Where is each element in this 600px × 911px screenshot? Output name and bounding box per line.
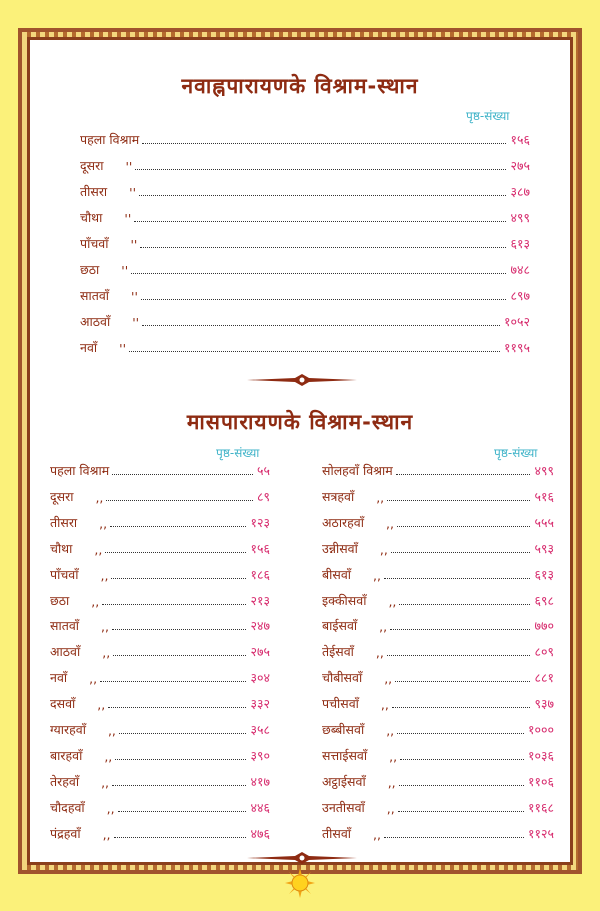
index-row	[322, 822, 554, 842]
dot-leader	[387, 655, 531, 656]
dot-leader	[399, 785, 524, 786]
index-row	[322, 485, 554, 505]
row-label: आठवाँ	[50, 644, 81, 660]
page-number: ८९७	[510, 288, 530, 303]
page-number: ९३७	[534, 696, 554, 712]
index-row	[80, 336, 530, 356]
index-row	[322, 770, 554, 790]
index-row	[50, 589, 270, 609]
dot-leader	[398, 811, 524, 812]
row-label: पाँचवाँ	[50, 566, 79, 582]
dot-leader	[129, 351, 500, 352]
index-row	[322, 640, 554, 660]
page-number: ८८१	[534, 670, 554, 686]
page-number: ३८७	[510, 184, 530, 199]
row-label: तीसरा	[80, 184, 108, 199]
page-number: ३९०	[250, 747, 270, 763]
row-label: चौदहवाँ	[50, 799, 85, 815]
page-number: २४७	[250, 618, 270, 634]
row-label: पाँचवाँ	[80, 236, 109, 251]
row-label: बीसवाँ	[322, 566, 352, 582]
index-row	[322, 563, 554, 583]
row-label: दूसरा	[80, 158, 104, 173]
ditto-mark: ,,	[102, 645, 111, 661]
divider-ornament-icon	[247, 373, 357, 387]
ditto-mark: ''	[131, 289, 138, 304]
index-row	[50, 822, 270, 842]
ditto-mark: ,,	[384, 671, 393, 687]
row-label: छठा	[50, 592, 70, 608]
row-label: तेईसवाँ	[322, 644, 354, 660]
row-label: बाईसवाँ	[322, 618, 358, 634]
dot-leader	[105, 552, 246, 553]
dot-leader	[396, 474, 531, 475]
page-number: ३३२	[250, 696, 270, 712]
ditto-mark: ,,	[373, 826, 381, 842]
row-label: पचीसवाँ	[322, 696, 359, 712]
dot-leader	[102, 604, 246, 605]
page-number: २१३	[250, 592, 270, 608]
ditto-mark: ''	[129, 185, 137, 200]
dot-leader	[397, 526, 531, 527]
index-row	[50, 563, 270, 583]
sun-ornament-icon	[285, 868, 315, 898]
row-label: आठवाँ	[80, 314, 111, 329]
dot-leader	[384, 837, 524, 838]
navah-page-number-header: पृष्ठ-संख्या	[466, 109, 510, 123]
page-number: ८०९	[534, 644, 554, 660]
dot-leader	[395, 681, 530, 682]
page-number: ७४८	[510, 262, 530, 277]
row-label: पहला विश्राम	[50, 463, 110, 478]
dot-leader	[400, 759, 524, 760]
page-number: ३०४	[250, 670, 270, 686]
index-row	[322, 796, 554, 816]
index-row	[50, 614, 270, 634]
dot-leader	[142, 325, 500, 326]
ditto-mark: ,,	[97, 697, 106, 713]
row-label: इक्कीसवाँ	[322, 592, 367, 608]
index-row	[80, 180, 530, 200]
page-number: ७७०	[534, 618, 554, 634]
index-row	[322, 666, 554, 686]
page-number: १८६	[250, 566, 270, 582]
ditto-mark: ,,	[388, 593, 397, 609]
index-row	[80, 154, 530, 174]
dot-leader	[112, 629, 247, 630]
page-number: ८९	[256, 488, 270, 504]
index-row	[80, 284, 530, 304]
page-number: ११९५	[503, 340, 530, 355]
page-number: ४४६	[250, 799, 270, 815]
dot-leader	[390, 629, 530, 630]
index-row	[80, 206, 530, 226]
row-label: छठा	[80, 262, 100, 277]
ditto-mark: ,,	[386, 515, 394, 531]
row-label: दूसरा	[50, 488, 74, 504]
dot-leader	[118, 811, 247, 812]
ditto-mark: ,,	[380, 697, 389, 713]
dot-leader	[384, 578, 531, 579]
page-number: ४९९	[510, 210, 530, 225]
row-label: सातवाँ	[50, 618, 80, 634]
ditto-mark: ,,	[379, 619, 388, 635]
dot-leader	[135, 169, 506, 170]
row-label: छब्बीसवाँ	[322, 722, 365, 737]
ditto-mark: ,,	[102, 826, 111, 842]
row-label: तीसरा	[50, 514, 78, 530]
page-number: १०००	[527, 722, 554, 737]
maas-section-title: मासपारायणके विश्राम-स्थान	[186, 410, 414, 434]
ditto-mark: ,,	[387, 774, 396, 790]
index-row	[322, 459, 554, 479]
page-number: २७५	[250, 644, 270, 660]
ditto-mark: ''	[130, 237, 138, 252]
ditto-mark: ,,	[91, 593, 100, 609]
ditto-mark: ,,	[386, 800, 395, 816]
dot-leader	[391, 552, 531, 553]
ditto-mark: ,,	[373, 567, 381, 583]
dot-leader	[113, 655, 246, 656]
maas-left-page-number-header: पृष्ठ-संख्या	[216, 446, 260, 460]
page-number: १५६	[510, 132, 530, 147]
index-row	[322, 589, 554, 609]
dot-leader	[140, 247, 506, 248]
index-row	[322, 511, 554, 531]
row-label: नवाँ	[50, 670, 68, 686]
dot-leader	[387, 500, 530, 501]
dot-leader	[119, 733, 247, 734]
dot-leader	[141, 299, 507, 300]
page-number: ५५	[256, 463, 270, 478]
row-label: चौथा	[80, 210, 103, 225]
page-number: ६१३	[510, 236, 530, 251]
index-row	[50, 459, 270, 479]
dot-leader	[108, 707, 246, 708]
ditto-mark: ,,	[376, 489, 385, 505]
index-row	[50, 770, 270, 790]
row-label: उन्नीसवाँ	[322, 540, 358, 556]
row-label: सत्ताईसवाँ	[322, 747, 368, 763]
dot-leader	[112, 785, 246, 786]
dot-leader	[100, 681, 246, 682]
dot-leader	[142, 143, 506, 144]
index-row	[50, 537, 270, 557]
ditto-mark: ,,	[101, 619, 109, 635]
row-label: तीसवाँ	[322, 825, 352, 841]
page-number: ११६८	[527, 799, 554, 815]
ditto-mark: ,,	[99, 515, 108, 531]
page-number: ६१३	[534, 566, 554, 582]
row-label: चौबीसवाँ	[322, 670, 363, 686]
ditto-mark: ''	[124, 211, 132, 226]
index-row	[50, 796, 270, 816]
ditto-mark: ,,	[94, 541, 103, 557]
row-label: ग्यारहवाँ	[50, 722, 86, 737]
page-content	[30, 40, 570, 862]
index-row	[80, 310, 530, 330]
ditto-mark: ''	[119, 341, 127, 356]
dot-leader	[139, 195, 506, 196]
ditto-mark: ''	[121, 263, 129, 278]
page-number: २७५	[510, 158, 530, 173]
page-number: १०३६	[527, 747, 554, 763]
page-number: ४७६	[250, 825, 270, 841]
row-label: सत्रहवाँ	[322, 488, 355, 504]
ditto-mark: ''	[125, 159, 133, 174]
dot-leader	[115, 759, 246, 760]
row-label: तेरहवाँ	[50, 773, 80, 789]
page-border	[18, 28, 582, 874]
row-label: अट्ठाईसवाँ	[322, 773, 366, 789]
row-label: सातवाँ	[80, 288, 110, 303]
page-number: ५५५	[534, 514, 554, 530]
dot-leader	[106, 500, 253, 501]
row-label: सोलहवाँ विश्राम	[322, 463, 393, 478]
ditto-mark: ,,	[89, 671, 98, 687]
ditto-mark: ,,	[106, 800, 115, 816]
page-number: १०५२	[503, 314, 530, 329]
row-label: पंद्रहवाँ	[50, 825, 81, 841]
page-number: ४१७	[250, 773, 270, 789]
page-number: ५१६	[534, 488, 554, 504]
dot-leader	[114, 837, 247, 838]
index-row	[50, 718, 270, 738]
index-row	[322, 614, 554, 634]
dot-leader	[111, 578, 246, 579]
index-row	[50, 485, 270, 505]
navah-section-title: नवाह्नपारायणके विश्राम-स्थान	[181, 74, 419, 98]
ditto-mark: ,,	[107, 723, 116, 738]
dot-leader	[392, 707, 531, 708]
index-row	[50, 666, 270, 686]
row-label: दसवाँ	[50, 696, 76, 712]
ditto-mark: ,,	[104, 748, 113, 764]
page-number: ११०६	[527, 773, 554, 789]
page-number: १५६	[250, 540, 270, 556]
dot-leader	[134, 221, 506, 222]
index-row	[80, 232, 530, 252]
index-row	[322, 537, 554, 557]
page-number: ११२५	[527, 825, 554, 841]
page-number: ४९९	[534, 463, 554, 478]
index-row	[322, 744, 554, 764]
index-row	[80, 128, 530, 148]
ditto-mark: ,,	[95, 489, 104, 505]
index-row	[50, 640, 270, 660]
index-row	[50, 511, 270, 531]
dot-leader	[112, 474, 253, 475]
index-row	[50, 692, 270, 712]
page-number: १२३	[250, 514, 270, 530]
ditto-mark: ''	[132, 315, 140, 330]
index-row	[50, 744, 270, 764]
row-label: उनतीसवाँ	[322, 799, 365, 815]
dot-leader	[110, 526, 246, 527]
divider-ornament-icon	[247, 851, 357, 865]
index-row	[322, 692, 554, 712]
row-label: चौथा	[50, 540, 73, 556]
ditto-mark: ,,	[100, 567, 109, 583]
page-number: ६९८	[534, 592, 554, 608]
dot-leader	[131, 273, 506, 274]
dot-leader	[397, 733, 524, 734]
row-label: नवाँ	[80, 340, 98, 355]
ditto-mark: ,,	[386, 723, 395, 738]
ditto-mark: ,,	[101, 774, 110, 790]
ditto-mark: ,,	[375, 645, 384, 661]
row-label: अठारहवाँ	[322, 514, 364, 530]
row-label: बारहवाँ	[50, 747, 83, 763]
page-number: ५९३	[534, 540, 554, 556]
maas-right-page-number-header: पृष्ठ-संख्या	[494, 446, 538, 460]
ditto-mark: ,,	[379, 541, 388, 557]
page-number: ३५८	[250, 722, 270, 737]
index-row	[80, 258, 530, 278]
dot-leader	[399, 604, 530, 605]
index-row	[322, 718, 554, 738]
row-label: पहला विश्राम	[80, 132, 140, 147]
ditto-mark: ,,	[389, 748, 398, 764]
